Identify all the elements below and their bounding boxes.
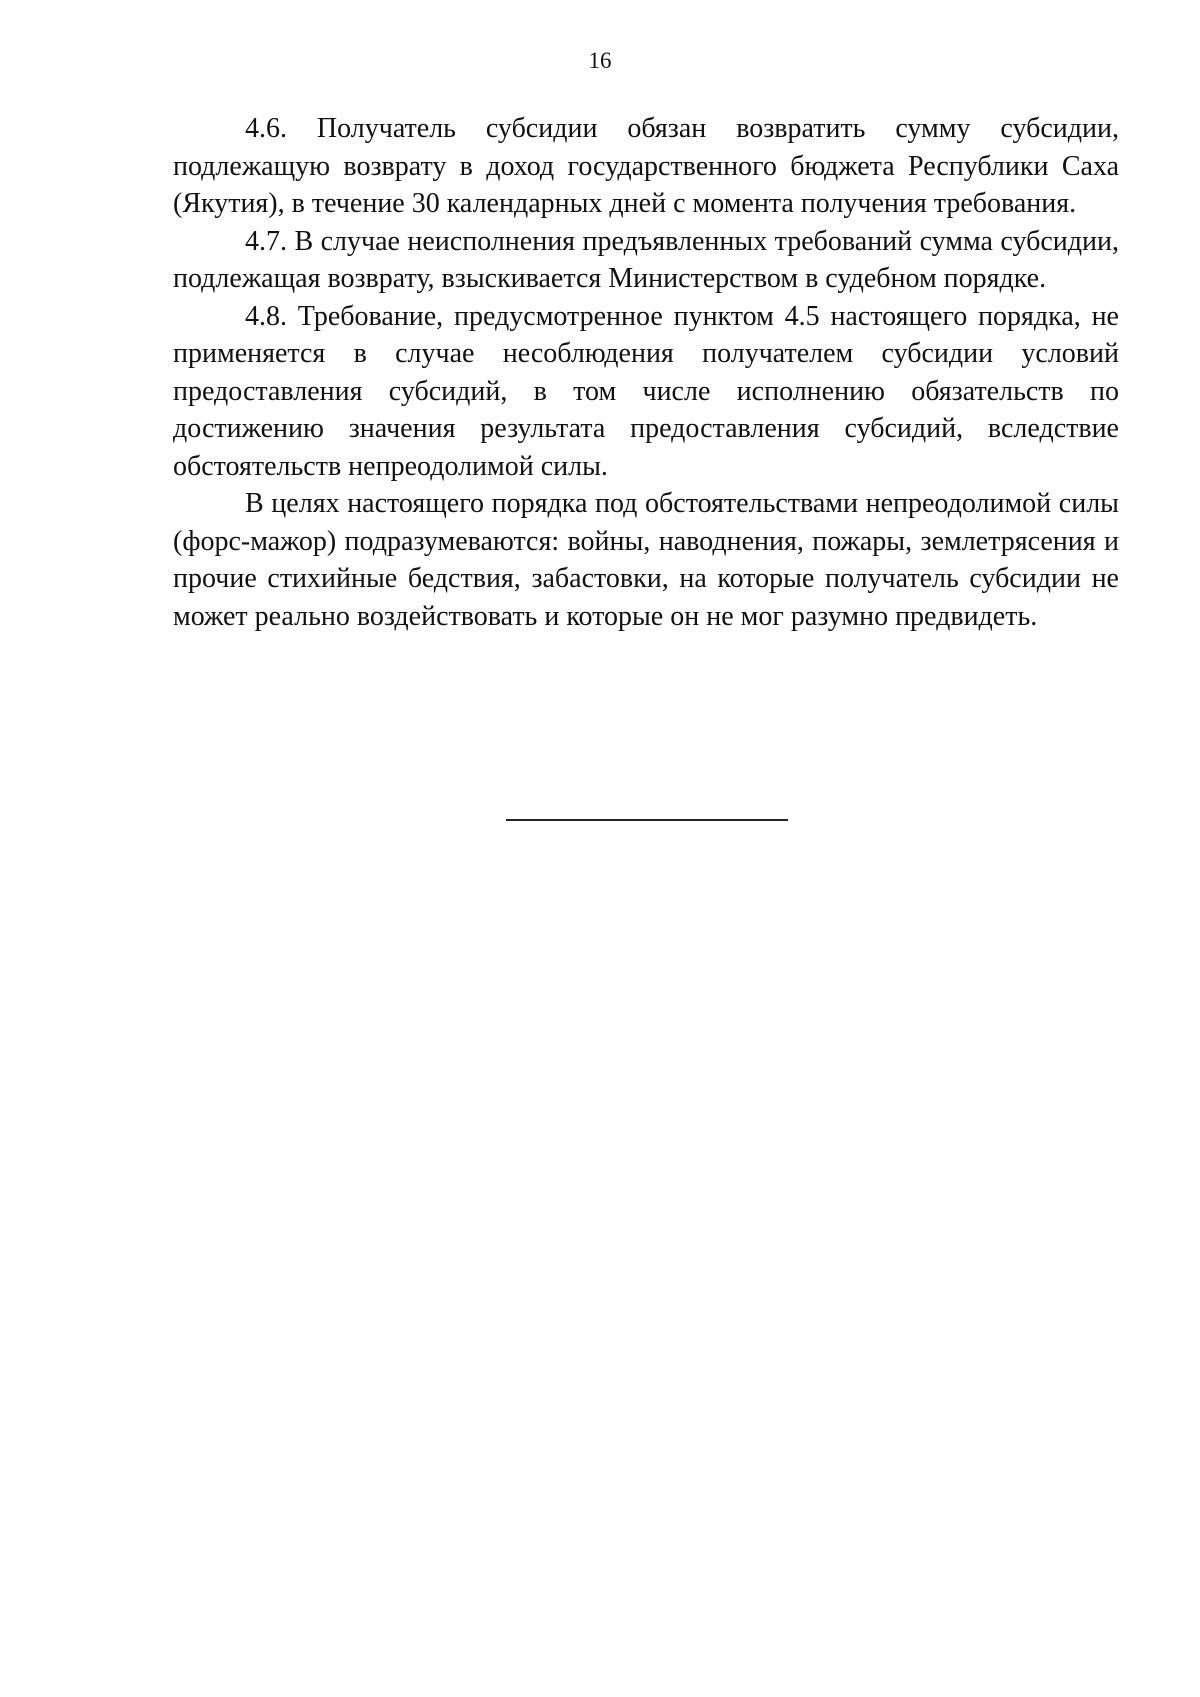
page-number: 16 <box>588 48 612 73</box>
paragraph-force-majeure: В целях настоящего порядка под обстоятельствами непреодолимой силы (форс-мажор) подразумеваются: войны, наводнения, пожары, землетрясения и прочие стихийные бедствия, забастовки, на которые получатель субсидии не может реально воздействовать и которые он не мог разумно предвидеть. <box>173 488 1119 632</box>
paragraph-4-8: 4.8. Требование, предусмотренное пунктом 4.5 настоящего порядка, не применяется в случае несоблюдения получателем субсидии условий предоставления субсидий, в том числе исполнению обязательств по достижению значения результата предоставления субсидий, вследствие обстоятельств непреодолимой силы. <box>173 300 1119 482</box>
end-separator-line <box>506 819 788 821</box>
paragraph-4-7: 4.7. В случае неисполнения предъявленных требований сумма субсидии, подлежащая возврату, взыскивается Министерством в судебном порядке. <box>173 225 1119 294</box>
document-body <box>173 110 1119 635</box>
paragraph-4-6: 4.6. Получатель субсидии обязан возвратить сумму субсидии, подлежащую возврату в доход государственного бюджета Республики Саха (Якутия), в течение 30 календарных дней с момента получения требования. <box>173 113 1119 219</box>
